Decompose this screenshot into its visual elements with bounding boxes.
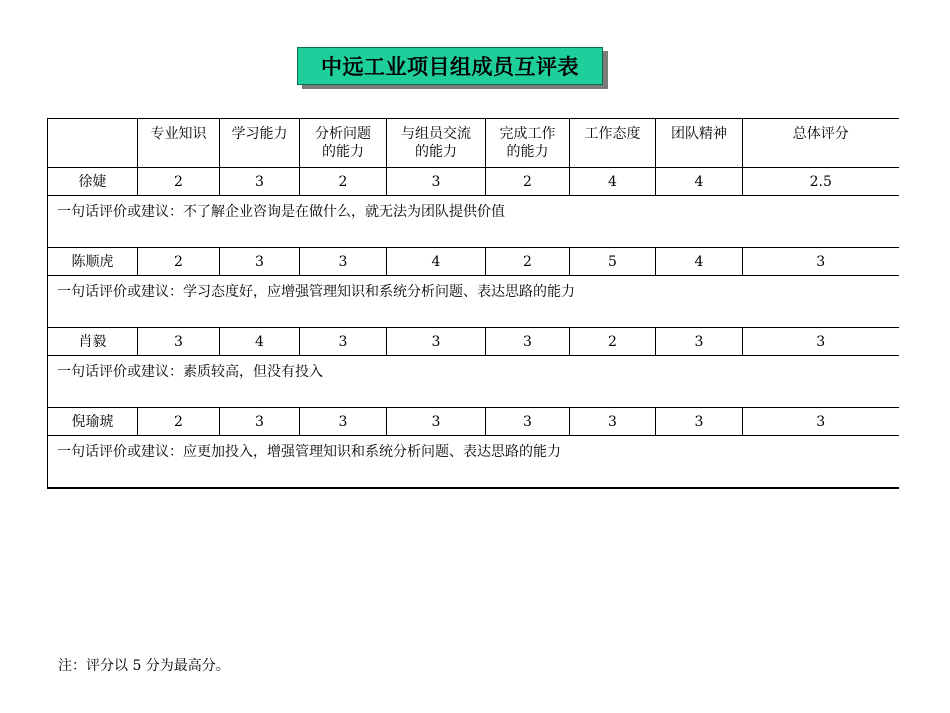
score-cell: 3	[656, 408, 743, 436]
score-cell: 3	[138, 328, 220, 356]
table-row	[48, 328, 899, 356]
score-cell: 4	[570, 168, 656, 196]
comment-cell: 一句话评价或建议：不了解企业咨询是在做什么，就无法为团队提供价值	[48, 196, 899, 248]
overall-score-cell: 3	[743, 408, 899, 436]
score-cell: 3	[300, 408, 387, 436]
score-cell: 4	[387, 248, 486, 276]
score-cell: 5	[570, 248, 656, 276]
member-name: 陈顺虎	[48, 248, 138, 276]
header-cell-learning-ability: 学习能力	[220, 119, 300, 168]
comment-row	[48, 356, 899, 408]
member-name: 肖毅	[48, 328, 138, 356]
score-cell: 2	[138, 248, 220, 276]
score-cell: 3	[486, 328, 570, 356]
score-cell: 3	[656, 328, 743, 356]
score-cell: 3	[570, 408, 656, 436]
score-cell: 2	[138, 408, 220, 436]
footnote: 注：评分以 5 分为最高分。	[58, 658, 230, 674]
header-cell-professional-knowledge: 专业知识	[138, 119, 220, 168]
table-row	[48, 248, 899, 276]
comment-cell: 一句话评价或建议：素质较高，但没有投入	[48, 356, 899, 408]
score-cell: 4	[656, 168, 743, 196]
score-cell: 3	[387, 328, 486, 356]
evaluation-table	[47, 118, 899, 489]
comment-cell: 一句话评价或建议：应更加投入，增强管理知识和系统分析问题、表达思路的能力	[48, 436, 899, 488]
comment-cell: 一句话评价或建议：学习态度好，应增强管理知识和系统分析问题、表达思路的能力	[48, 276, 899, 328]
score-cell: 4	[220, 328, 300, 356]
score-cell: 3	[486, 408, 570, 436]
comment-row	[48, 436, 899, 488]
score-cell: 3	[387, 408, 486, 436]
comment-row	[48, 276, 899, 328]
score-cell: 4	[656, 248, 743, 276]
score-cell: 2	[570, 328, 656, 356]
member-name: 倪瑜琥	[48, 408, 138, 436]
score-cell: 2	[486, 248, 570, 276]
score-cell: 2	[138, 168, 220, 196]
score-cell: 3	[220, 168, 300, 196]
overall-score-cell: 3	[743, 328, 899, 356]
header-cell-work-attitude: 工作态度	[570, 119, 656, 168]
score-cell: 2	[486, 168, 570, 196]
table-row	[48, 168, 899, 196]
header-cell-analysis-ability: 分析问题 的能力	[300, 119, 387, 168]
header-row	[48, 119, 899, 168]
header-cell-communication-ability: 与组员交流 的能力	[387, 119, 486, 168]
score-cell: 3	[300, 248, 387, 276]
table-row	[48, 408, 899, 436]
header-cell-work-completion-ability: 完成工作 的能力	[486, 119, 570, 168]
overall-score-cell: 2.5	[743, 168, 899, 196]
header-cell-team-spirit: 团队精神	[656, 119, 743, 168]
score-cell: 3	[387, 168, 486, 196]
comment-row	[48, 196, 899, 248]
overall-score-cell: 3	[743, 248, 899, 276]
member-name: 徐婕	[48, 168, 138, 196]
score-cell: 3	[220, 408, 300, 436]
header-cell-overall-score: 总体评分	[743, 119, 899, 168]
header-cell-corner	[48, 119, 138, 168]
score-cell: 3	[300, 328, 387, 356]
page-title: 中远工业项目组成员互评表	[297, 47, 603, 85]
score-cell: 3	[220, 248, 300, 276]
score-cell: 2	[300, 168, 387, 196]
